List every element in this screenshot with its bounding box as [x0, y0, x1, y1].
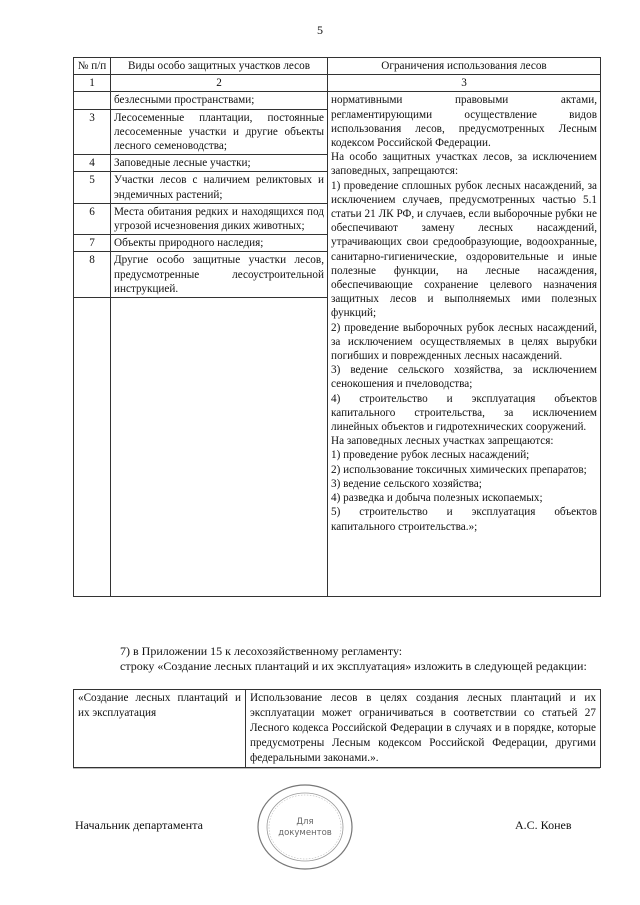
row-type: Участки лесов с наличием реликтовых и эндемичных растений; — [111, 172, 328, 203]
row-type: Заповедные лесные участки; — [111, 155, 328, 172]
limits-paragraph: 4) строительство и эксплуатация объектов капитального строительства, за исключением линейных объектов и гидротехнических сооружений. — [331, 392, 597, 434]
empty-cell — [111, 298, 328, 597]
column-number-row — [74, 75, 601, 92]
stamp-text-2: документов — [278, 828, 332, 838]
header-types: Виды особо защитных участков лесов — [111, 58, 328, 75]
header-limits: Ограничения использования лесов — [328, 58, 601, 75]
stamp-text-1: Для — [296, 817, 314, 827]
table-row — [74, 92, 601, 109]
row-type: Места обитания редких и находящихся под угрозой исчезновения диких животных; — [111, 203, 328, 234]
limits-paragraph: нормативными правовыми актами, регламентирующими осуществление видов использования лесов, предусмотренных Лесным кодексом Российской Федерации. — [331, 94, 597, 150]
row-type: Лесосеменные плантации, постоянные лесосеменные участки и другие объекты лесного семеноводства; — [111, 109, 328, 155]
limits-paragraph: 5) строительство и эксплуатация объектов капитального строительства.»; — [331, 506, 597, 533]
instruction: строку «Создание лесных плантаций и их эксплуатация» изложить в следующей редакции: — [120, 659, 587, 673]
stamp-seal — [255, 782, 355, 872]
row-num: 3 — [74, 109, 111, 155]
replacement-right: Использование лесов в целях создания лесных плантаций и их эксплуатации может ограничиваться в соответствии со статьей 27 Лесного кодекса Российской Федерации в случаях и в порядке, которые предусмотрены Лесным кодексом Российской Федерации, другими федеральными законами.». — [246, 690, 601, 768]
limits-paragraph: 1) проведение сплошных рубок лесных насаждений, за исключением случаев, предусмотренных частью 5.1 статьи 21 ЛК РФ, и случаев, если выборочные рубки не обеспечивают замену лесных насаждений, утрачивающих свои средообразующие, водоохранные, санитарно-гигиенические, оздоровительные и иные полезные функции, на лесные насаждения, обеспечивающие сохранение целевого назначения защитных лесов и выполняемых ими полезных функций; — [331, 179, 597, 320]
limits-cell — [328, 92, 601, 597]
item-7: 7) в Приложении 15 к лесохозяйственному регламенту: — [120, 644, 403, 658]
limits-paragraph: 2) проведение выборочных рубок лесных насаждений, за исключением осуществляемых в целях вырубки погибших и поврежденных лесных насаждений. — [331, 321, 597, 363]
col-number-3: 3 — [328, 75, 601, 92]
row-num: 5 — [74, 172, 111, 203]
row-num — [74, 92, 111, 109]
limits-paragraph: 3) ведение сельского хозяйства, за исключением сенокошения и пчеловодства; — [331, 364, 597, 391]
row-type: Объекты природного наследия; — [111, 235, 328, 252]
signature-position: Начальник департамента — [75, 818, 203, 832]
limits-paragraph: 4) разведка и добыча полезных ископаемых; — [331, 492, 543, 505]
limits-paragraph: На заповедных лесных участках запрещаются: — [331, 435, 554, 448]
table-header-row — [74, 58, 601, 75]
limits-paragraph: На особо защитных участках лесов, за исключением заповедных, запрещаются: — [331, 151, 597, 178]
col-number-2: 2 — [111, 75, 328, 92]
limits-paragraph: 1) проведение рубок лесных насаждений; — [331, 449, 530, 462]
row-type: безлесными пространствами; — [111, 92, 328, 109]
replacement-left: «Создание лесных плантаций и их эксплуатация — [74, 690, 246, 768]
row-num: 7 — [74, 235, 111, 252]
limits-paragraph: 3) ведение сельского хозяйства; — [331, 477, 482, 490]
limits-paragraph: 2) использование токсичных химических препаратов; — [331, 463, 587, 476]
row-num: 4 — [74, 155, 111, 172]
signature-name: А.С. Конев — [515, 818, 572, 832]
row-num: 6 — [74, 203, 111, 234]
replacement-table — [73, 689, 601, 768]
row-type: Другие особо защитные участки лесов, предусмотренные лесоустроительной инструкцией. — [111, 252, 328, 298]
table-row — [74, 690, 601, 768]
page-number: 5 — [317, 23, 323, 37]
amendment-text — [73, 644, 600, 674]
restrictions-table — [73, 57, 601, 597]
empty-cell — [74, 298, 111, 597]
row-num: 8 — [74, 252, 111, 298]
col-number-1: 1 — [74, 75, 111, 92]
divider — [73, 768, 600, 769]
header-num: № п/п — [74, 58, 111, 75]
